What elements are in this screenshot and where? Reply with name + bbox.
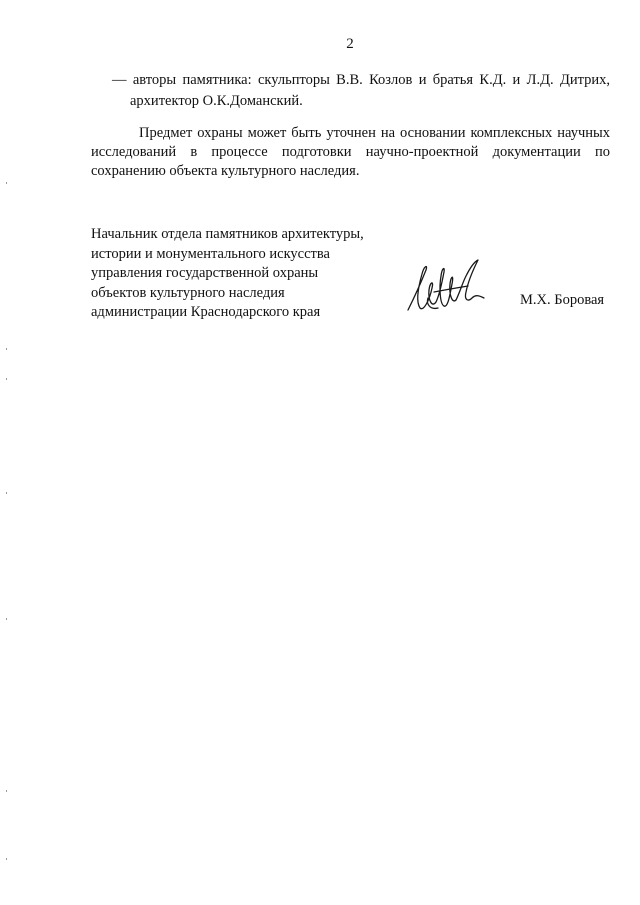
signatory-title-line: администрации Краснодарского края: [91, 304, 321, 320]
page-number: 2: [346, 36, 354, 52]
signatory-title-line: истории и монументального искусства: [91, 245, 330, 262]
signatory-title-line: управления государственной охраны: [91, 265, 319, 281]
signatory-title: [91, 225, 391, 323]
signatory-title-line: Начальник отдела памятников архитектуры,: [91, 226, 364, 242]
margin-mark: [6, 348, 7, 350]
authors-line-2: архитектор О.К.Доманский.: [130, 93, 303, 109]
handwritten-signature: [404, 258, 490, 316]
margin-mark: [6, 378, 7, 380]
margin-mark: [6, 492, 7, 494]
authors-list-item: [112, 70, 610, 112]
margin-mark: [6, 618, 7, 620]
authors-line-1: — авторы памятника: скульпторы В.В. Козлов и братья К.Д. и Л.Д. Дитрих,: [112, 72, 610, 88]
signatory-title-line: объектов культурного наследия: [91, 284, 285, 301]
signer-name: М.Х. Боровая: [520, 292, 605, 308]
margin-mark: [6, 182, 7, 184]
protection-subject-paragraph: Предмет охраны может быть уточнен на основании комплексных научных исследований в процессе подготовки научно-проектной документации по сохранению объекта культурного наследия.: [91, 125, 610, 179]
margin-mark: [6, 858, 7, 860]
margin-mark: [6, 790, 7, 792]
